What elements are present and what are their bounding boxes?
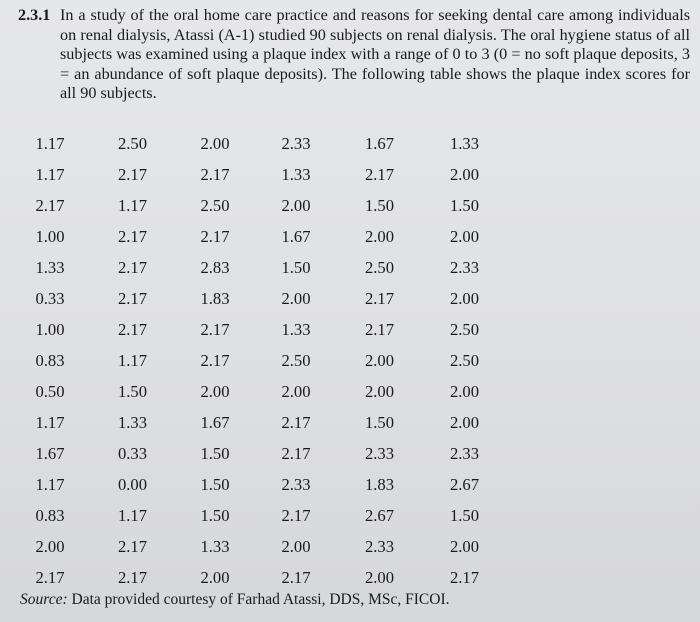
table-cell: 1.67	[35, 443, 65, 463]
table-cell: 0.33	[117, 443, 148, 463]
table-cell: 2.33	[364, 443, 395, 463]
table-row	[10, 221, 507, 252]
table-row	[10, 345, 507, 376]
table-cell: 2.50	[449, 319, 480, 339]
table-cell: 2.50	[200, 195, 230, 215]
table-row	[10, 407, 507, 438]
table-cell: 2.00	[449, 412, 480, 432]
table-cell: 2.17	[200, 226, 230, 246]
table-cell: 0.00	[117, 474, 148, 494]
table-row	[10, 531, 507, 562]
table-row	[10, 252, 507, 283]
table-cell: 2.17	[117, 536, 148, 556]
table-cell: 2.00	[449, 226, 480, 246]
table-row	[10, 128, 507, 159]
table-cell: 1.33	[281, 164, 311, 184]
table-cell: 2.17	[200, 350, 230, 370]
table-cell: 2.50	[117, 133, 148, 153]
table-cell: 2.17	[117, 567, 148, 587]
plaque-index-table-body	[10, 128, 507, 593]
table-cell: 2.00	[364, 567, 395, 587]
table-cell: 2.00	[200, 381, 230, 401]
table-row	[10, 376, 507, 407]
table-cell: 1.67	[364, 133, 395, 153]
table-cell: 1.00	[35, 319, 65, 339]
table-cell: 2.50	[449, 350, 480, 370]
table-cell: 2.00	[364, 350, 395, 370]
table-cell: 1.83	[364, 474, 395, 494]
table-cell: 2.00	[281, 195, 311, 215]
table-cell: 1.67	[200, 412, 230, 432]
table-cell: 1.50	[200, 505, 230, 525]
table-cell: 2.00	[449, 288, 480, 308]
table-cell: 1.33	[117, 412, 148, 432]
table-cell: 2.17	[364, 164, 395, 184]
source-text: Data provided courtesy of Farhad Atassi, DDS, MSc, FICOI.	[71, 591, 450, 608]
table-cell: 2.17	[281, 443, 311, 463]
problem-number: 2.3.1	[18, 6, 51, 24]
table-cell: 1.33	[200, 536, 230, 556]
table-cell: 2.50	[281, 350, 311, 370]
table-cell: 2.33	[449, 257, 480, 277]
table-cell: 2.83	[200, 257, 230, 277]
table-cell: 2.33	[281, 133, 311, 153]
table-row	[10, 190, 507, 221]
table-cell: 1.83	[200, 288, 230, 308]
table-row	[10, 562, 507, 593]
table-cell: 1.17	[117, 505, 148, 525]
table-cell: 1.17	[117, 195, 148, 215]
table-cell: 2.00	[35, 536, 65, 556]
table-cell: 2.00	[200, 133, 230, 153]
problem-text: In a study of the oral home care practice and reasons for seeking dental care among individuals on renal dialysis, Atassi (A-1) studied 90 subjects on renal dialysis. The oral hygiene status of all subjects was examined using a plaque index with a range of 0 to 3 (0 = no soft plaque deposits, 3 = an abundance of soft plaque deposits). The following table shows the plaque index scores for all 90 subjects.	[60, 6, 690, 103]
table-cell: 1.17	[35, 474, 65, 494]
table-cell: 1.17	[35, 412, 65, 432]
table-row	[10, 469, 507, 500]
table-cell: 1.50	[200, 443, 230, 463]
table-cell: 2.17	[35, 195, 65, 215]
table-cell: 2.17	[117, 226, 148, 246]
table-cell: 0.83	[35, 505, 65, 525]
table-cell: 2.17	[35, 567, 65, 587]
table-cell: 2.17	[117, 319, 148, 339]
table-cell: 2.17	[364, 288, 395, 308]
table-cell: 2.17	[364, 319, 395, 339]
table-cell: 1.33	[449, 133, 480, 153]
table-row	[10, 283, 507, 314]
table-cell: 1.00	[35, 226, 65, 246]
table-cell: 1.50	[200, 474, 230, 494]
table-cell: 0.50	[35, 381, 65, 401]
plaque-index-table	[10, 128, 507, 593]
table-cell: 2.17	[117, 257, 148, 277]
table-cell: 1.50	[364, 195, 395, 215]
table-cell: 2.00	[449, 164, 480, 184]
table-cell: 2.17	[449, 567, 480, 587]
table-cell: 1.33	[281, 319, 311, 339]
table-cell: 2.00	[364, 381, 395, 401]
table-cell: 2.00	[281, 536, 311, 556]
table-row	[10, 438, 507, 469]
table-cell: 2.33	[449, 443, 480, 463]
table-cell: 1.50	[281, 257, 311, 277]
table-cell: 2.00	[449, 536, 480, 556]
table-row	[10, 500, 507, 531]
table-cell: 2.17	[281, 505, 311, 525]
source-note	[20, 591, 450, 609]
table-cell: 2.17	[281, 412, 311, 432]
table-row	[10, 314, 507, 345]
table-cell: 2.50	[364, 257, 395, 277]
table-cell: 1.50	[449, 505, 480, 525]
table-cell: 0.83	[35, 350, 65, 370]
table-cell: 2.17	[200, 319, 230, 339]
table-row	[10, 159, 507, 190]
table-cell: 2.17	[117, 164, 148, 184]
table-cell: 2.67	[364, 505, 395, 525]
table-cell: 2.00	[364, 226, 395, 246]
table-cell: 1.17	[35, 164, 65, 184]
table-cell: 2.33	[281, 474, 311, 494]
table-cell: 2.67	[449, 474, 480, 494]
table-cell: 2.17	[281, 567, 311, 587]
table-cell: 2.33	[364, 536, 395, 556]
table-cell: 1.33	[35, 257, 65, 277]
table-cell: 1.50	[117, 381, 148, 401]
problem-statement	[18, 6, 690, 104]
table-cell: 0.33	[35, 288, 65, 308]
table-cell: 2.00	[281, 288, 311, 308]
table-cell: 1.50	[364, 412, 395, 432]
table-cell: 1.17	[35, 133, 65, 153]
table-cell: 1.17	[117, 350, 148, 370]
table-cell: 1.50	[449, 195, 480, 215]
table-cell: 1.67	[281, 226, 311, 246]
table-cell: 2.00	[200, 567, 230, 587]
source-label: Source:	[20, 591, 68, 608]
table-cell: 2.17	[200, 164, 230, 184]
table-cell: 2.00	[449, 381, 480, 401]
table-cell: 2.00	[281, 381, 311, 401]
table-cell: 2.17	[117, 288, 148, 308]
